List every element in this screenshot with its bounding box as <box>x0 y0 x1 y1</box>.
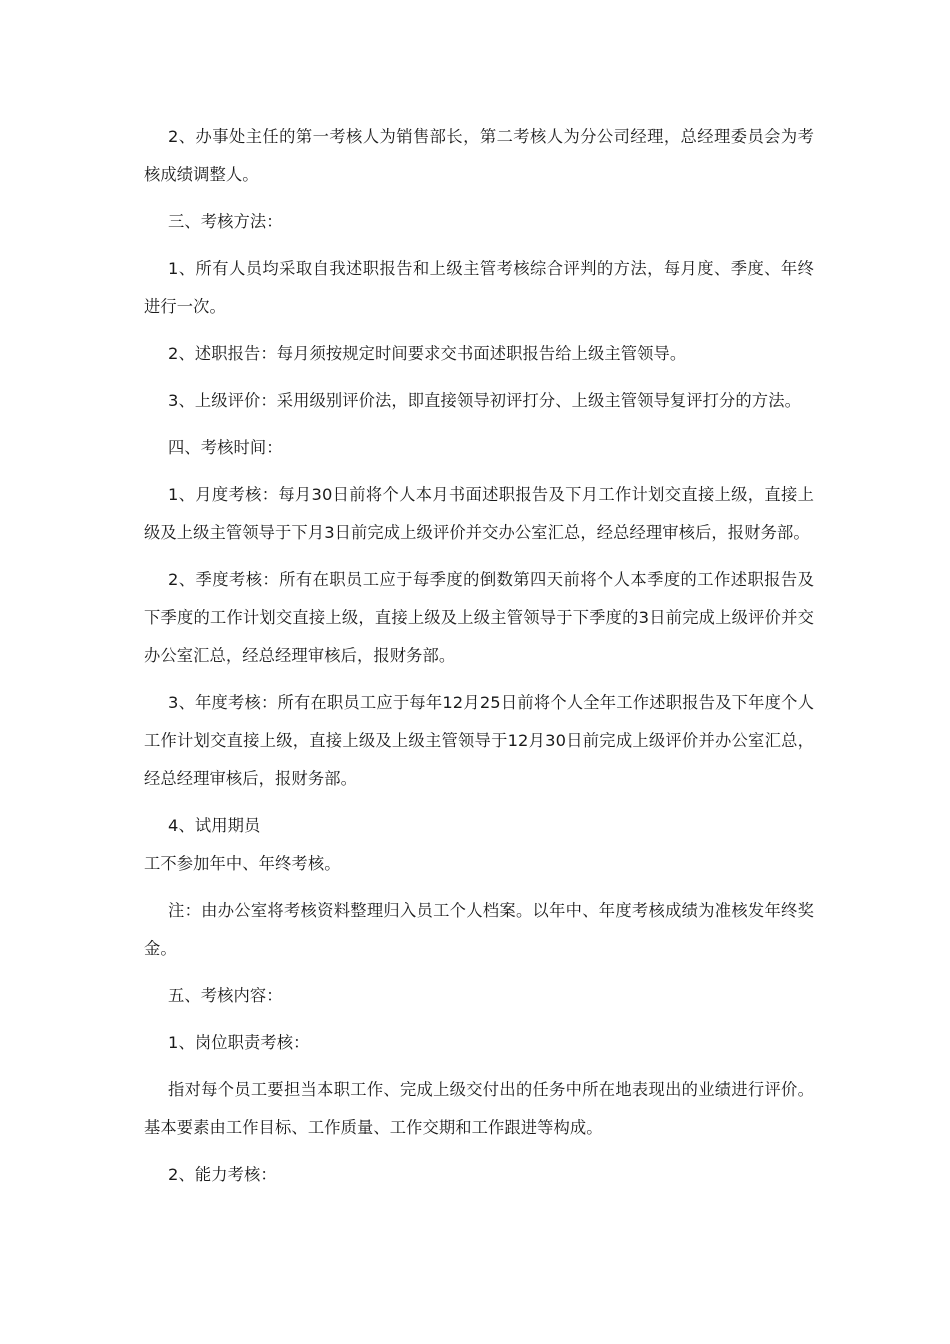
paragraph: 2、办事处主任的第一考核人为销售部长，第二考核人为分公司经理，总经理委员会为考核成绩调整人。 <box>144 127 814 184</box>
section-heading: 五、考核内容： <box>168 986 283 1005</box>
paragraph: 3、年度考核：所有在职员工应于每年12月25日前将个人全年工作述职报告及下年度个人工作计划交直接上级，直接上级及上级主管领导于12月30日前完成上级评价并办公室汇总，经总经理审核后，报财务部。 <box>144 693 814 788</box>
paragraph: 3、上级评价：采用级别评价法，即直接领导初评打分、上级主管领导复评打分的方法。 <box>168 391 801 410</box>
paragraph: 指对每个员工要担当本职工作、完成上级交付出的任务中所在地表现出的业绩进行评价。基本要素由工作目标、工作质量、工作交期和工作跟进等构成。 <box>144 1080 814 1137</box>
note-paragraph: 注：由办公室将考核资料整理归入员工个人档案。以年中、年度考核成绩为准核发年终奖金。 <box>144 901 814 958</box>
section-heading: 三、考核方法： <box>168 212 283 231</box>
document-body <box>144 118 814 1203</box>
section-heading: 四、考核时间： <box>168 438 283 457</box>
paragraph: 4、试用期员 <box>168 816 261 835</box>
paragraph: 2、季度考核：所有在职员工应于每季度的倒数第四天前将个人本季度的工作述职报告及下季度的工作计划交直接上级，直接上级及上级主管领导于下季度的3日前完成上级评价并交办公室汇总，经总经理审核后，报财务部。 <box>144 570 814 665</box>
paragraph: 2、述职报告：每月须按规定时间要求交书面述职报告给上级主管领导。 <box>168 344 687 363</box>
paragraph: 1、月度考核：每月30日前将个人本月书面述职报告及下月工作计划交直接上级，直接上级及上级主管领导于下月3日前完成上级评价并交办公室汇总，经总经理审核后，报财务部。 <box>144 485 814 542</box>
subsection-heading: 2、能力考核： <box>168 1165 277 1184</box>
subsection-heading: 1、岗位职责考核： <box>168 1033 310 1052</box>
paragraph: 工不参加年中、年终考核。 <box>144 854 341 873</box>
paragraph: 1、所有人员均采取自我述职报告和上级主管考核综合评判的方法，每月度、季度、年终进行一次。 <box>144 259 814 316</box>
